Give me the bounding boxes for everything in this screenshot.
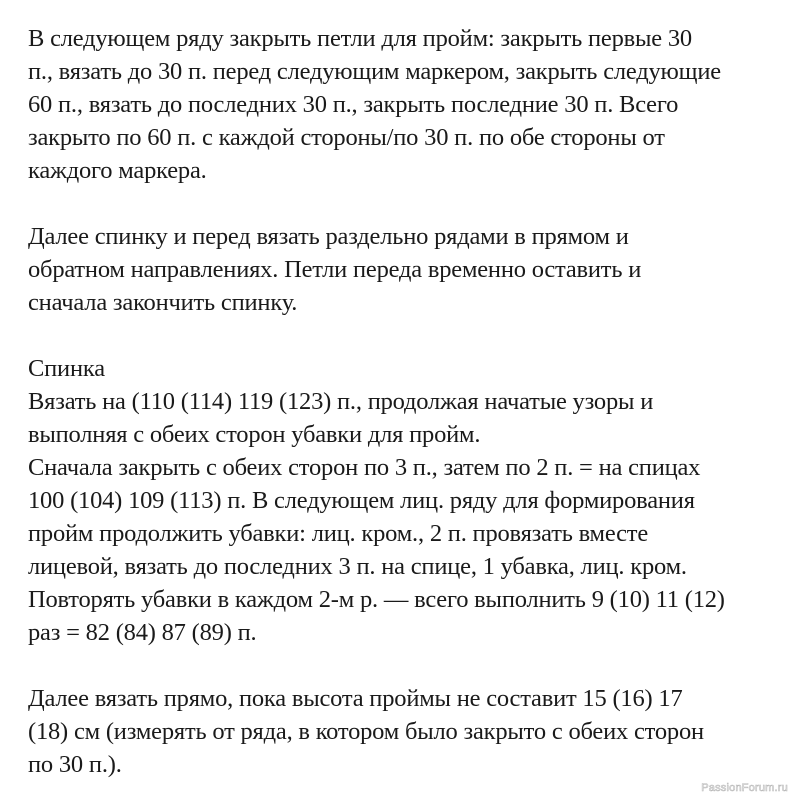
text-line: по 30 п.). (28, 751, 122, 778)
text-line: Вязать на (110 (114) 119 (123) п., продолжая начатые узоры и (28, 388, 654, 415)
text-line: п., вязать до 30 п. перед следующим маркером, закрыть следующие (28, 58, 721, 85)
text-line: В следующем ряду закрыть петли для пройм: закрыть первые 30 (28, 25, 692, 52)
text-line: 100 (104) 109 (113) п. В следующем лиц. ряду для формирования (28, 487, 695, 514)
paragraph-spacer (28, 649, 788, 682)
text-line: обратном направлениях. Петли переда временно оставить и (28, 256, 642, 283)
text-line: каждого маркера. (28, 157, 207, 184)
paragraph-spacer (28, 187, 788, 220)
section-back (28, 352, 788, 649)
text-line: Далее спинку и перед вязать раздельно рядами в прямом и (28, 223, 629, 250)
paragraph-separate-pieces (28, 220, 788, 319)
text-line: раз = 82 (84) 87 (89) п. (28, 619, 257, 646)
text-line: (18) см (измерять от ряда, в котором было закрыто с обеих сторон (28, 718, 704, 745)
paragraph-armhole-bindoff (28, 22, 788, 187)
text-line: закрыто по 60 п. с каждой стороны/по 30 п. по обе стороны от (28, 124, 665, 151)
text-line: сначала закончить спинку. (28, 289, 298, 316)
document-page (28, 22, 788, 781)
text-line: Повторять убавки в каждом 2-м р. — всего выполнить 9 (10) 11 (12) (28, 586, 725, 613)
text-line: 60 п., вязать до последних 30 п., закрыть последние 30 п. Всего (28, 91, 679, 118)
section-heading: Спинка (28, 355, 105, 382)
text-line: пройм продолжить убавки: лиц. кром., 2 п. провязать вместе (28, 520, 648, 547)
text-line: Сначала закрыть с обеих сторон по 3 п., затем по 2 п. = на спицах (28, 454, 701, 481)
paragraph-spacer (28, 319, 788, 352)
text-line: лицевой, вязать до последних 3 п. на спице, 1 убавка, лиц. кром. (28, 553, 687, 580)
paragraph-armhole-height (28, 682, 788, 781)
watermark: PassionForum.ru (701, 782, 788, 794)
text-line: выполняя с обеих сторон убавки для пройм. (28, 421, 481, 448)
text-line: Далее вязать прямо, пока высота проймы не составит 15 (16) 17 (28, 685, 683, 712)
